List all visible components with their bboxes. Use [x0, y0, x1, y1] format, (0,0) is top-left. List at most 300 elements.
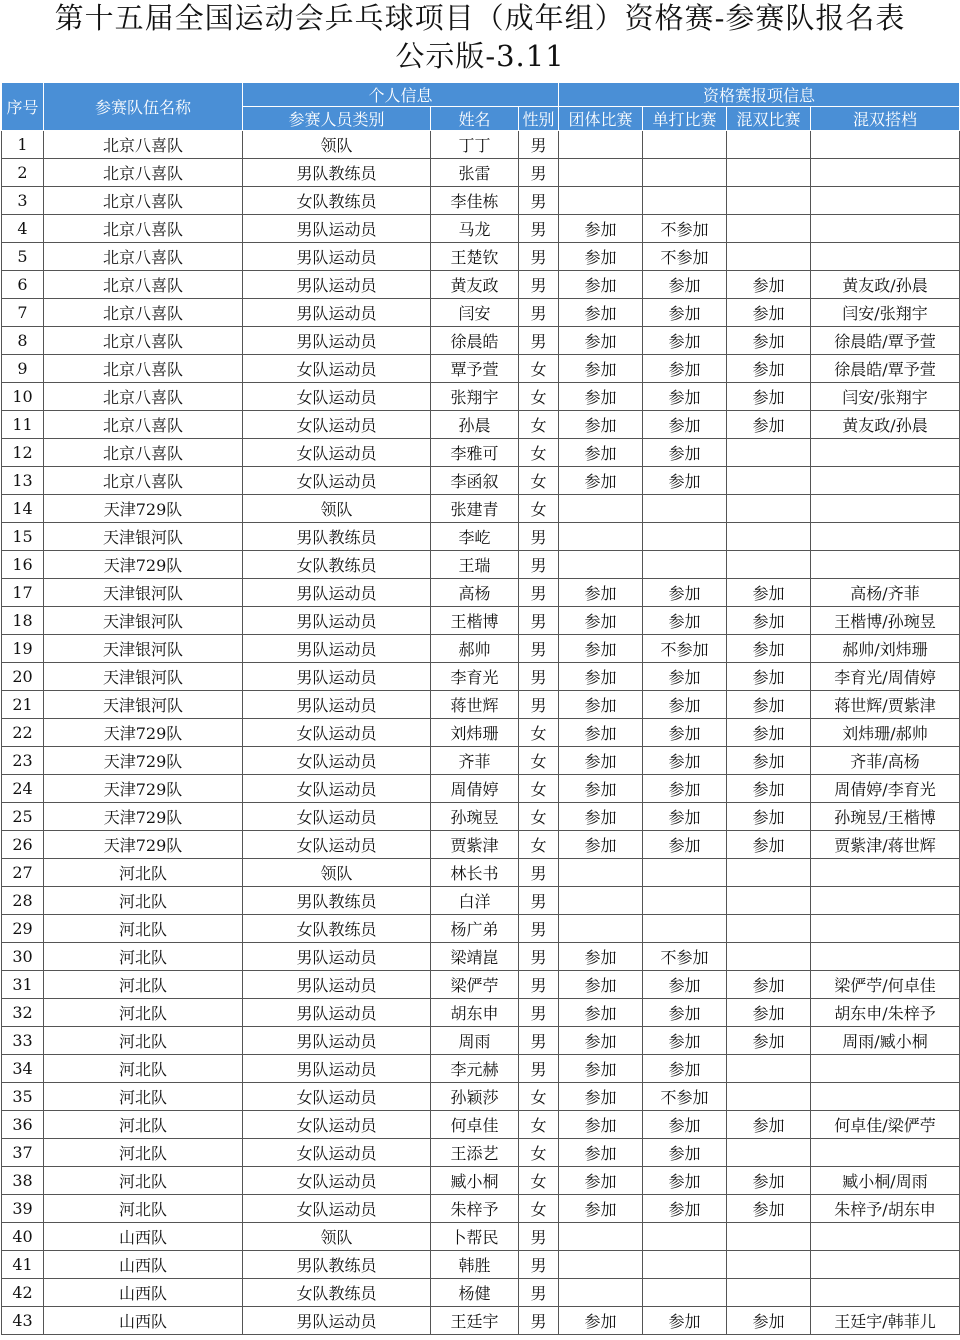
cell-team-event — [559, 495, 643, 523]
cell-seq: 27 — [2, 859, 44, 887]
cell-singles: 参加 — [643, 999, 727, 1027]
cell-mixed-partner — [811, 943, 960, 971]
header-mixed-partner: 混双搭档 — [811, 107, 960, 131]
cell-seq: 34 — [2, 1055, 44, 1083]
cell-seq: 21 — [2, 691, 44, 719]
table-row — [2, 943, 960, 971]
table-row — [2, 187, 960, 215]
cell-team-event — [559, 915, 643, 943]
cell-mixed-partner: 齐菲/高杨 — [811, 747, 960, 775]
cell-team-event: 参加 — [559, 1167, 643, 1195]
cell-gender: 女 — [519, 439, 559, 467]
cell-gender: 男 — [519, 915, 559, 943]
cell-name: 王楷博 — [431, 607, 519, 635]
table-row — [2, 327, 960, 355]
cell-mixed-partner — [811, 887, 960, 915]
cell-category: 男队运动员 — [243, 971, 431, 999]
cell-mixed — [727, 439, 811, 467]
cell-category: 女队运动员 — [243, 831, 431, 859]
table-row — [2, 579, 960, 607]
cell-team-event: 参加 — [559, 999, 643, 1027]
table-row — [2, 243, 960, 271]
cell-mixed-partner — [811, 1279, 960, 1307]
cell-mixed-partner — [811, 243, 960, 271]
cell-mixed-partner: 周倩婷/李育光 — [811, 775, 960, 803]
cell-name: 黄友政 — [431, 271, 519, 299]
cell-gender: 男 — [519, 635, 559, 663]
cell-gender: 男 — [519, 1251, 559, 1279]
cell-team-event: 参加 — [559, 1307, 643, 1335]
cell-gender: 男 — [519, 1027, 559, 1055]
registration-table — [1, 82, 960, 1335]
cell-gender: 男 — [519, 215, 559, 243]
cell-team-event — [559, 551, 643, 579]
cell-category: 男队运动员 — [243, 691, 431, 719]
cell-gender: 女 — [519, 355, 559, 383]
cell-singles — [643, 187, 727, 215]
cell-mixed-partner: 高杨/齐菲 — [811, 579, 960, 607]
cell-gender: 男 — [519, 327, 559, 355]
cell-gender: 女 — [519, 719, 559, 747]
cell-singles — [643, 159, 727, 187]
cell-mixed-partner: 黄友政/孙晨 — [811, 411, 960, 439]
cell-name: 李屹 — [431, 523, 519, 551]
cell-category: 男队运动员 — [243, 635, 431, 663]
cell-team: 山西队 — [44, 1307, 243, 1335]
cell-singles: 参加 — [643, 607, 727, 635]
cell-category: 女队运动员 — [243, 1111, 431, 1139]
table-row — [2, 299, 960, 327]
cell-mixed-partner: 徐晨皓/覃予萱 — [811, 327, 960, 355]
cell-team-event: 参加 — [559, 271, 643, 299]
cell-singles: 参加 — [643, 383, 727, 411]
table-row — [2, 719, 960, 747]
title-line-2: 公示版-3.11 — [395, 39, 565, 73]
cell-mixed: 参加 — [727, 299, 811, 327]
cell-singles: 参加 — [643, 971, 727, 999]
cell-seq: 16 — [2, 551, 44, 579]
cell-team-event: 参加 — [559, 411, 643, 439]
cell-singles — [643, 495, 727, 523]
cell-team-event: 参加 — [559, 215, 643, 243]
cell-team: 河北队 — [44, 859, 243, 887]
header-gender: 性别 — [519, 107, 559, 131]
cell-seq: 30 — [2, 943, 44, 971]
cell-name: 梁俨苧 — [431, 971, 519, 999]
cell-seq: 29 — [2, 915, 44, 943]
table-row — [2, 1223, 960, 1251]
header-name: 姓名 — [431, 107, 519, 131]
cell-seq: 35 — [2, 1083, 44, 1111]
table-row — [2, 1195, 960, 1223]
cell-mixed — [727, 187, 811, 215]
cell-category: 领队 — [243, 1223, 431, 1251]
cell-team: 河北队 — [44, 1055, 243, 1083]
cell-category: 女队运动员 — [243, 775, 431, 803]
header-mixed: 混双比赛 — [727, 107, 811, 131]
cell-gender: 男 — [519, 663, 559, 691]
cell-seq: 3 — [2, 187, 44, 215]
cell-seq: 32 — [2, 999, 44, 1027]
cell-team: 河北队 — [44, 999, 243, 1027]
cell-seq: 4 — [2, 215, 44, 243]
cell-singles: 参加 — [643, 1111, 727, 1139]
cell-mixed: 参加 — [727, 1167, 811, 1195]
cell-seq: 1 — [2, 131, 44, 159]
cell-singles: 参加 — [643, 691, 727, 719]
cell-team-event: 参加 — [559, 971, 643, 999]
cell-mixed-partner — [811, 187, 960, 215]
cell-mixed — [727, 523, 811, 551]
cell-name: 林长书 — [431, 859, 519, 887]
cell-singles: 不参加 — [643, 1083, 727, 1111]
cell-team: 天津729队 — [44, 551, 243, 579]
cell-team-event: 参加 — [559, 747, 643, 775]
cell-team: 天津银河队 — [44, 663, 243, 691]
header-team-event: 团体比赛 — [559, 107, 643, 131]
cell-singles: 参加 — [643, 411, 727, 439]
cell-mixed-partner — [811, 915, 960, 943]
cell-mixed: 参加 — [727, 355, 811, 383]
cell-mixed-partner: 闫安/张翔宇 — [811, 299, 960, 327]
cell-seq: 17 — [2, 579, 44, 607]
cell-name: 李函叙 — [431, 467, 519, 495]
cell-singles: 参加 — [643, 327, 727, 355]
cell-seq: 42 — [2, 1279, 44, 1307]
cell-name: 齐菲 — [431, 747, 519, 775]
cell-mixed-partner — [811, 467, 960, 495]
cell-mixed-partner: 徐晨皓/覃予萱 — [811, 355, 960, 383]
cell-singles: 参加 — [643, 579, 727, 607]
cell-seq: 22 — [2, 719, 44, 747]
cell-name: 周倩婷 — [431, 775, 519, 803]
cell-mixed — [727, 1279, 811, 1307]
cell-mixed-partner: 梁俨苧/何卓佳 — [811, 971, 960, 999]
cell-gender: 男 — [519, 243, 559, 271]
cell-name: 孙颖莎 — [431, 1083, 519, 1111]
cell-gender: 男 — [519, 859, 559, 887]
cell-mixed-partner: 何卓佳/梁俨苧 — [811, 1111, 960, 1139]
cell-gender: 女 — [519, 383, 559, 411]
cell-team-event: 参加 — [559, 299, 643, 327]
cell-singles — [643, 1223, 727, 1251]
cell-team: 北京八喜队 — [44, 299, 243, 327]
table-row — [2, 1251, 960, 1279]
cell-name: 王廷宇 — [431, 1307, 519, 1335]
cell-mixed-partner — [811, 215, 960, 243]
cell-category: 女队教练员 — [243, 187, 431, 215]
cell-mixed: 参加 — [727, 271, 811, 299]
cell-mixed — [727, 551, 811, 579]
cell-team-event — [559, 1279, 643, 1307]
table-row — [2, 215, 960, 243]
cell-team: 北京八喜队 — [44, 131, 243, 159]
cell-gender: 男 — [519, 551, 559, 579]
cell-singles: 参加 — [643, 1139, 727, 1167]
cell-mixed: 参加 — [727, 635, 811, 663]
cell-team: 天津729队 — [44, 495, 243, 523]
cell-team-event: 参加 — [559, 663, 643, 691]
cell-name: 张雷 — [431, 159, 519, 187]
cell-category: 女队运动员 — [243, 747, 431, 775]
cell-team: 河北队 — [44, 971, 243, 999]
cell-seq: 11 — [2, 411, 44, 439]
cell-category: 女队教练员 — [243, 1279, 431, 1307]
cell-seq: 15 — [2, 523, 44, 551]
cell-category: 女队运动员 — [243, 467, 431, 495]
cell-team-event: 参加 — [559, 607, 643, 635]
cell-team: 北京八喜队 — [44, 411, 243, 439]
cell-mixed-partner — [811, 859, 960, 887]
cell-seq: 13 — [2, 467, 44, 495]
cell-team: 河北队 — [44, 1167, 243, 1195]
cell-gender: 男 — [519, 887, 559, 915]
cell-category: 男队教练员 — [243, 159, 431, 187]
cell-team: 天津729队 — [44, 775, 243, 803]
cell-name: 覃予萱 — [431, 355, 519, 383]
cell-gender: 男 — [519, 971, 559, 999]
cell-mixed — [727, 887, 811, 915]
table-row — [2, 999, 960, 1027]
cell-gender: 女 — [519, 775, 559, 803]
cell-team: 北京八喜队 — [44, 439, 243, 467]
cell-category: 男队教练员 — [243, 1251, 431, 1279]
cell-team-event: 参加 — [559, 579, 643, 607]
cell-category: 女队教练员 — [243, 915, 431, 943]
cell-category: 女队运动员 — [243, 383, 431, 411]
cell-team-event: 参加 — [559, 243, 643, 271]
cell-mixed-partner — [811, 1139, 960, 1167]
header-category: 参赛人员类别 — [243, 107, 431, 131]
cell-seq: 37 — [2, 1139, 44, 1167]
cell-singles — [643, 887, 727, 915]
cell-mixed: 参加 — [727, 1111, 811, 1139]
cell-team: 天津729队 — [44, 719, 243, 747]
cell-mixed-partner: 王楷博/孙琬昱 — [811, 607, 960, 635]
cell-name: 李元赫 — [431, 1055, 519, 1083]
cell-name: 王楚钦 — [431, 243, 519, 271]
cell-team-event: 参加 — [559, 691, 643, 719]
cell-gender: 女 — [519, 1167, 559, 1195]
cell-seq: 31 — [2, 971, 44, 999]
table-row — [2, 915, 960, 943]
table-row — [2, 1139, 960, 1167]
cell-gender: 女 — [519, 803, 559, 831]
cell-name: 孙晨 — [431, 411, 519, 439]
cell-mixed — [727, 943, 811, 971]
cell-name: 贾紫津 — [431, 831, 519, 859]
cell-team: 北京八喜队 — [44, 467, 243, 495]
cell-gender: 女 — [519, 495, 559, 523]
cell-team-event: 参加 — [559, 831, 643, 859]
cell-category: 男队运动员 — [243, 299, 431, 327]
cell-category: 男队运动员 — [243, 1307, 431, 1335]
cell-seq: 14 — [2, 495, 44, 523]
cell-name: 徐晨皓 — [431, 327, 519, 355]
cell-team-event: 参加 — [559, 439, 643, 467]
cell-team: 河北队 — [44, 887, 243, 915]
cell-category: 女队运动员 — [243, 1083, 431, 1111]
table-row — [2, 467, 960, 495]
cell-singles — [643, 1251, 727, 1279]
cell-team: 天津银河队 — [44, 607, 243, 635]
cell-name: 张建青 — [431, 495, 519, 523]
cell-team: 北京八喜队 — [44, 159, 243, 187]
cell-mixed-partner: 郝帅/刘炜珊 — [811, 635, 960, 663]
cell-mixed: 参加 — [727, 579, 811, 607]
cell-team: 河北队 — [44, 1111, 243, 1139]
cell-mixed-partner: 周雨/臧小桐 — [811, 1027, 960, 1055]
cell-seq: 2 — [2, 159, 44, 187]
cell-singles — [643, 915, 727, 943]
cell-team: 山西队 — [44, 1251, 243, 1279]
cell-mixed — [727, 1083, 811, 1111]
cell-singles: 不参加 — [643, 243, 727, 271]
cell-team-event — [559, 159, 643, 187]
cell-singles: 参加 — [643, 747, 727, 775]
table-row — [2, 495, 960, 523]
page-title — [0, 0, 960, 82]
cell-name: 王添艺 — [431, 1139, 519, 1167]
cell-team: 天津银河队 — [44, 523, 243, 551]
cell-seq: 26 — [2, 831, 44, 859]
cell-seq: 25 — [2, 803, 44, 831]
cell-team-event: 参加 — [559, 1111, 643, 1139]
cell-category: 男队运动员 — [243, 607, 431, 635]
cell-team: 山西队 — [44, 1223, 243, 1251]
cell-name: 蒋世辉 — [431, 691, 519, 719]
cell-singles: 不参加 — [643, 635, 727, 663]
table-row — [2, 383, 960, 411]
cell-category: 男队教练员 — [243, 887, 431, 915]
header-entry-group: 资格赛报项信息 — [559, 83, 960, 107]
cell-team-event — [559, 1251, 643, 1279]
cell-singles: 参加 — [643, 1195, 727, 1223]
cell-team: 河北队 — [44, 1027, 243, 1055]
cell-team: 山西队 — [44, 1279, 243, 1307]
table-row — [2, 607, 960, 635]
cell-mixed: 参加 — [727, 719, 811, 747]
cell-name: 孙琬昱 — [431, 803, 519, 831]
cell-team-event: 参加 — [559, 355, 643, 383]
cell-seq: 23 — [2, 747, 44, 775]
cell-team: 天津729队 — [44, 831, 243, 859]
table-row — [2, 159, 960, 187]
cell-name: 白洋 — [431, 887, 519, 915]
cell-mixed-partner: 朱梓予/胡东申 — [811, 1195, 960, 1223]
cell-seq: 40 — [2, 1223, 44, 1251]
cell-gender: 女 — [519, 1083, 559, 1111]
cell-singles: 参加 — [643, 1167, 727, 1195]
cell-mixed — [727, 467, 811, 495]
cell-category: 女队运动员 — [243, 803, 431, 831]
cell-gender: 女 — [519, 831, 559, 859]
cell-mixed-partner — [811, 131, 960, 159]
cell-gender: 男 — [519, 607, 559, 635]
cell-name: 李雅可 — [431, 439, 519, 467]
cell-team-event: 参加 — [559, 635, 643, 663]
cell-category: 男队教练员 — [243, 523, 431, 551]
table-row — [2, 635, 960, 663]
table-row — [2, 271, 960, 299]
cell-singles — [643, 859, 727, 887]
cell-seq: 38 — [2, 1167, 44, 1195]
cell-seq: 41 — [2, 1251, 44, 1279]
cell-category: 男队运动员 — [243, 999, 431, 1027]
cell-gender: 女 — [519, 1111, 559, 1139]
cell-team-event: 参加 — [559, 775, 643, 803]
table-row — [2, 551, 960, 579]
cell-category: 领队 — [243, 859, 431, 887]
cell-team-event: 参加 — [559, 943, 643, 971]
cell-category: 男队运动员 — [243, 215, 431, 243]
cell-team-event: 参加 — [559, 719, 643, 747]
cell-team: 北京八喜队 — [44, 215, 243, 243]
cell-name: 臧小桐 — [431, 1167, 519, 1195]
cell-team-event — [559, 131, 643, 159]
cell-mixed — [727, 1223, 811, 1251]
cell-mixed: 参加 — [727, 383, 811, 411]
cell-category: 男队运动员 — [243, 943, 431, 971]
cell-mixed-partner: 黄友政/孙晨 — [811, 271, 960, 299]
cell-mixed: 参加 — [727, 775, 811, 803]
cell-team-event: 参加 — [559, 1195, 643, 1223]
cell-singles: 参加 — [643, 467, 727, 495]
cell-name: 胡东申 — [431, 999, 519, 1027]
table-row — [2, 1083, 960, 1111]
header-seq: 序号 — [2, 83, 44, 131]
cell-gender: 男 — [519, 691, 559, 719]
cell-seq: 18 — [2, 607, 44, 635]
cell-team-event: 参加 — [559, 383, 643, 411]
cell-singles: 参加 — [643, 1055, 727, 1083]
cell-team: 北京八喜队 — [44, 383, 243, 411]
cell-category: 女队运动员 — [243, 439, 431, 467]
table-row — [2, 439, 960, 467]
cell-mixed-partner: 闫安/张翔宇 — [811, 383, 960, 411]
cell-mixed: 参加 — [727, 607, 811, 635]
header-personal-group: 个人信息 — [243, 83, 559, 107]
cell-team: 北京八喜队 — [44, 355, 243, 383]
cell-mixed — [727, 1251, 811, 1279]
cell-name: 李育光 — [431, 663, 519, 691]
cell-name: 刘炜珊 — [431, 719, 519, 747]
cell-singles: 参加 — [643, 1027, 727, 1055]
cell-name: 高杨 — [431, 579, 519, 607]
cell-gender: 男 — [519, 299, 559, 327]
cell-team: 河北队 — [44, 1139, 243, 1167]
cell-seq: 12 — [2, 439, 44, 467]
cell-team-event — [559, 1223, 643, 1251]
table-row — [2, 971, 960, 999]
cell-team-event: 参加 — [559, 467, 643, 495]
cell-gender: 男 — [519, 943, 559, 971]
cell-name: 闫安 — [431, 299, 519, 327]
table-row — [2, 663, 960, 691]
table-row — [2, 1279, 960, 1307]
cell-seq: 7 — [2, 299, 44, 327]
cell-singles — [643, 131, 727, 159]
cell-mixed-partner — [811, 1223, 960, 1251]
table-row — [2, 131, 960, 159]
table-row — [2, 831, 960, 859]
cell-singles: 参加 — [643, 775, 727, 803]
cell-singles: 参加 — [643, 439, 727, 467]
cell-category: 男队运动员 — [243, 1027, 431, 1055]
cell-singles: 参加 — [643, 831, 727, 859]
cell-category: 男队运动员 — [243, 579, 431, 607]
cell-name: 韩胜 — [431, 1251, 519, 1279]
